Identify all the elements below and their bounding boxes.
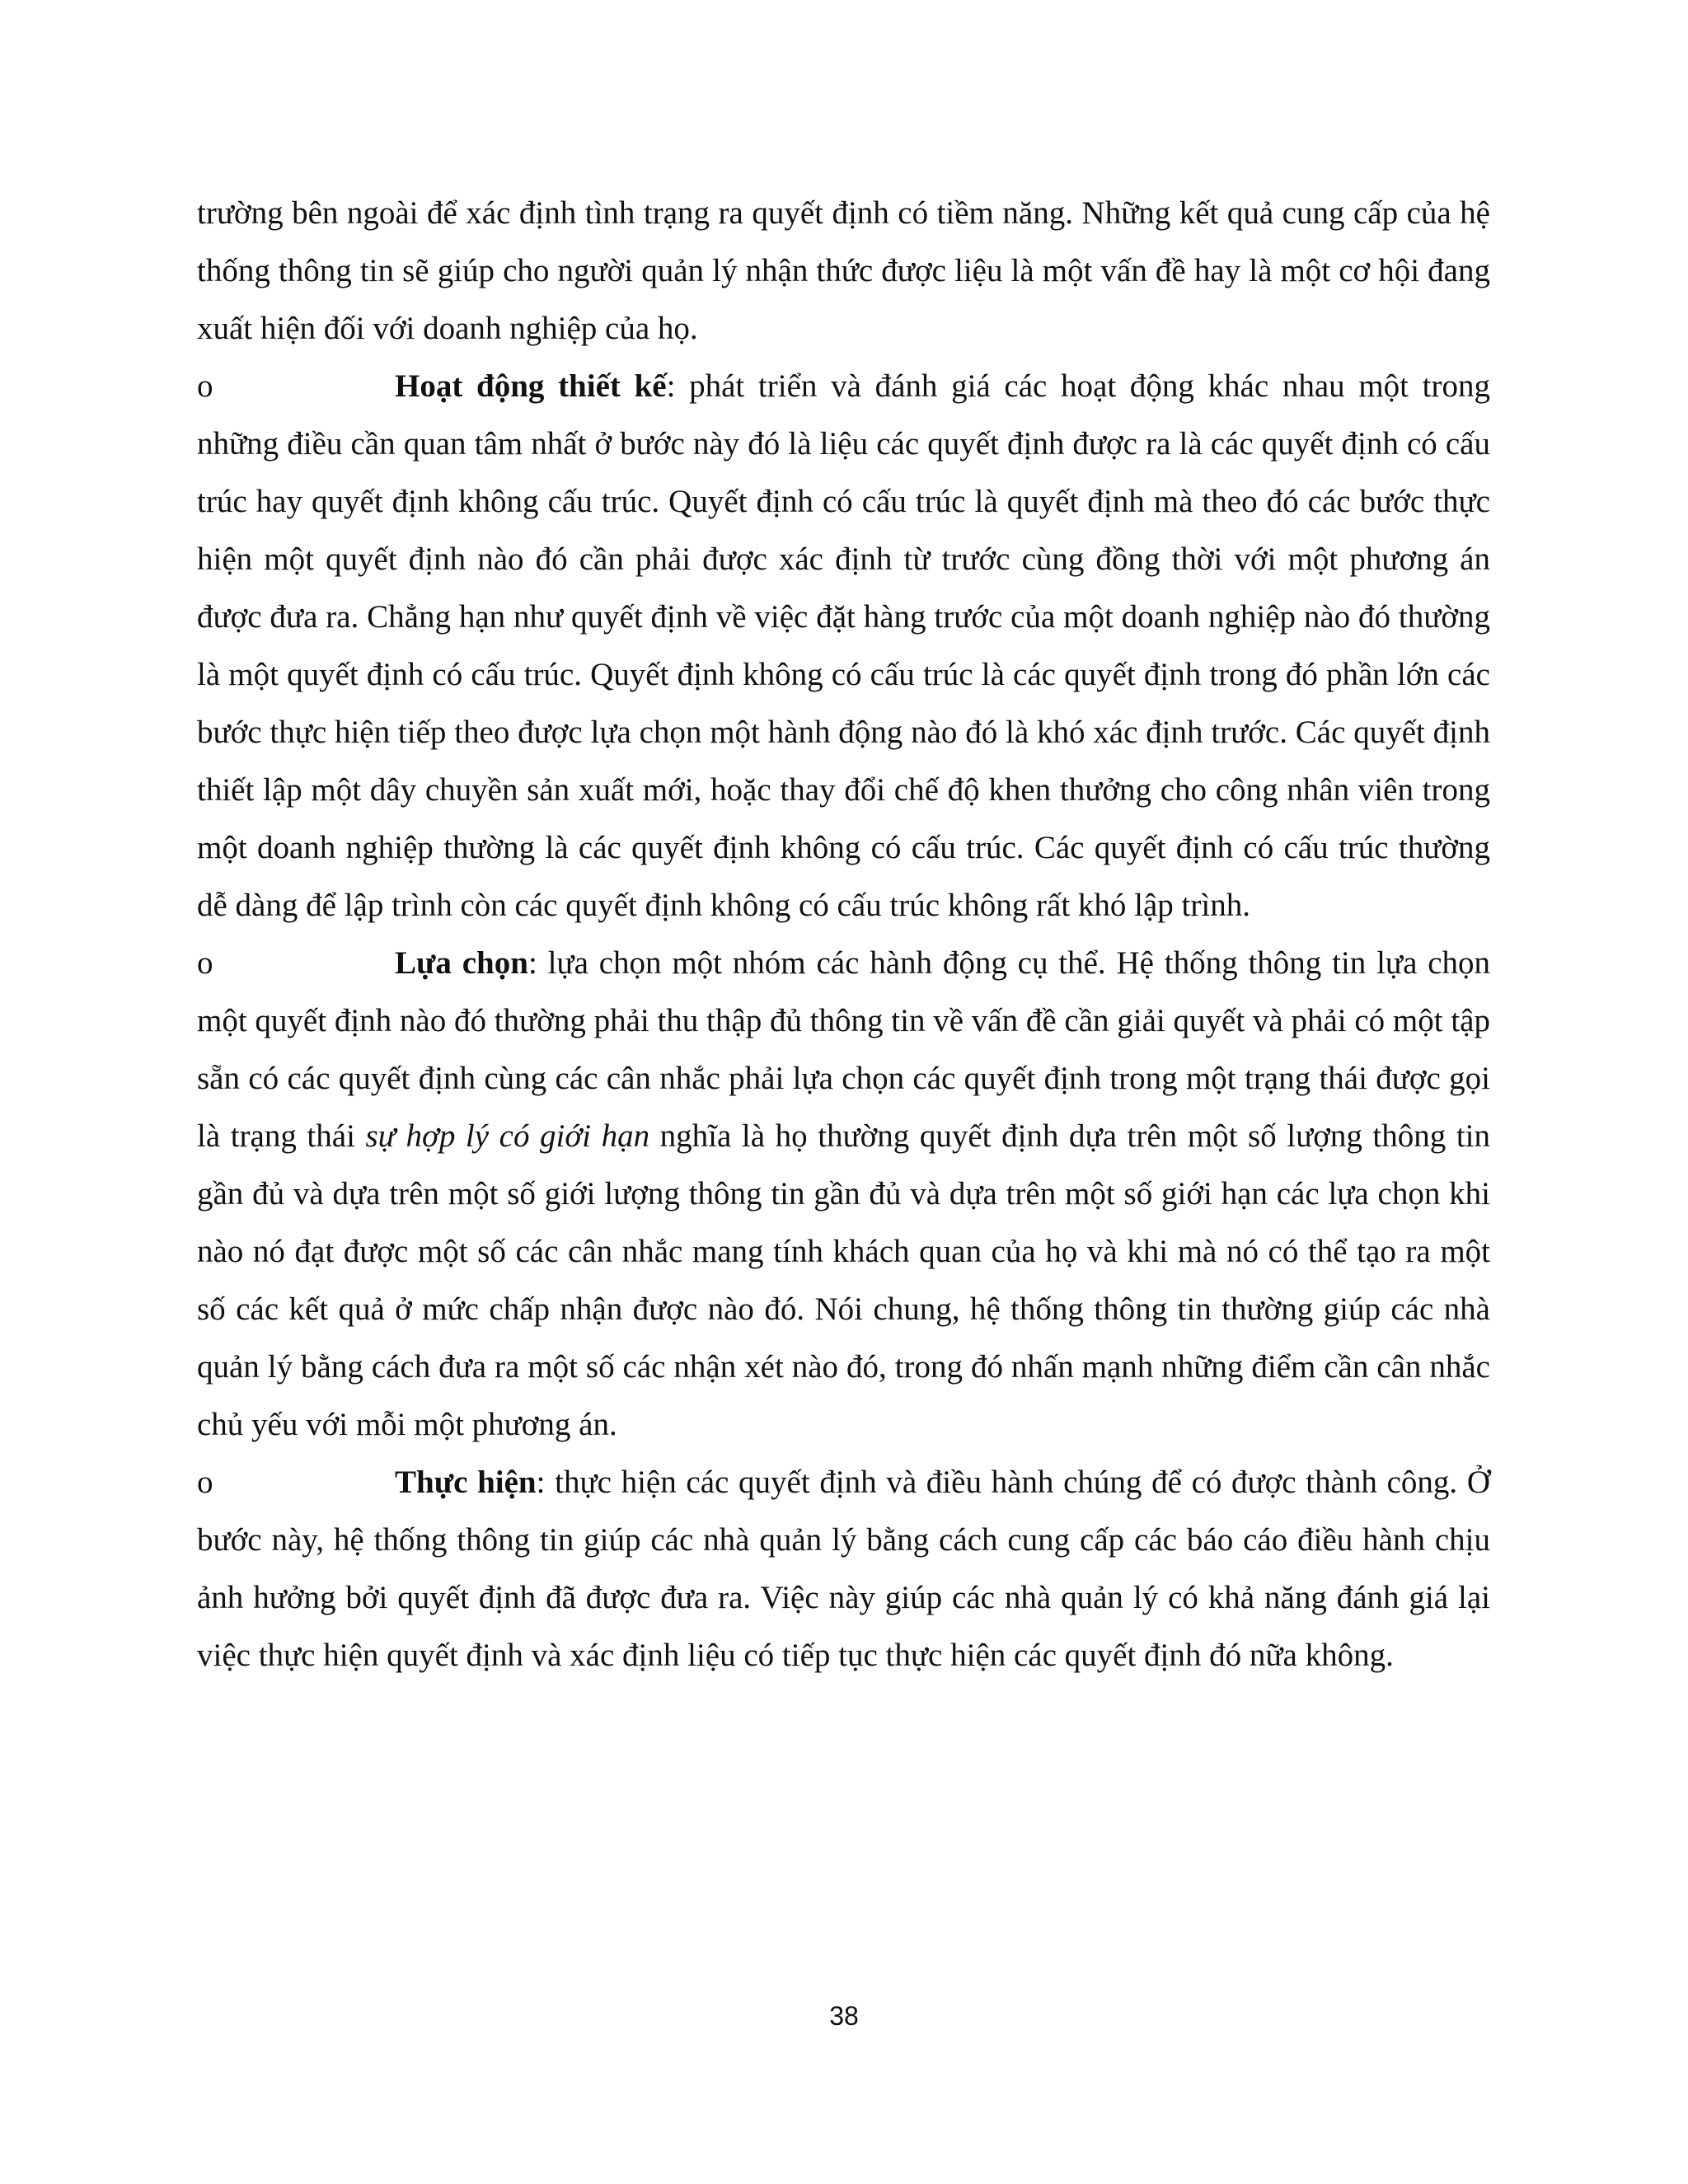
item-body: : phát triển và đánh giá các hoạt động khác nhau một trong những điều cần quan tâm nhất ở bước này đó là liệu các quyết định được ra là các quyết định có cấu trúc hay quyết định không cấu trúc. Quyết định có cấu trúc là quyết định mà theo đó các bước thực hiện một quyết định nào đó cần phải được xác định từ trước cùng đồng thời với một phương án được đưa ra. Chẳng hạn như quyết định về việc đặt hàng trước của một doanh nghiệp nào đó thường là một quyết định có cấu trúc. Quyết định không có cấu trúc là các quyết định trong đó phần lớn các bước thực hiện tiếp theo được lựa chọn một hành động nào đó là khó xác định trước. Các quyết định thiết lập một dây chuyền sản xuất mới, hoặc thay đổi chế độ khen thưởng cho công nhân viên trong một doanh nghiệp thường là các quyết định không có cấu trúc. Các quyết định có cấu trúc thường dễ dàng để lập trình còn các quyết định không có cấu trúc không rất khó lập trình. — [197, 368, 1491, 923]
body-text — [197, 185, 1490, 1685]
list-item-design — [197, 358, 1490, 935]
term-heading: Thực hiện — [395, 1465, 537, 1500]
item-body: : lựa chọn một nhóm các hành động cụ thể. Hệ thống thông tin lựa chọn một quyết định nào đó thường phải thu thập đủ thông tin về vấn đề cần giải quyết và phải có một tập sẵn có các quyết định cùng các cân nhắc phải lựa chọn các quyết định trong một trạng thái được gọi là trạng thái — [197, 945, 1491, 1154]
item-body-continued: nghĩa là họ thường quyết định dựa trên một số lượng thông tin gần đủ và dựa trên một số giới lượng thông tin gần đủ và dựa trên một số giới hạn các lựa chọn khi nào nó đạt được một số các cân nhắc mang tính khách quan của họ và khi mà nó có thể tạo ra một số các kết quả ở mức chấp nhận được nào đó. Nói chung, hệ thống thông tin thường giúp các nhà quản lý bằng cách đưa ra một số các nhận xét nào đó, trong đó nhấn mạnh những điểm cần cân nhắc chủ yếu với mỗi một phương án. — [197, 1118, 1491, 1442]
list-item-text — [197, 935, 1490, 1454]
bullet-marker: o — [197, 945, 213, 981]
item-body: : thực hiện các quyết định và điều hành chúng để có được thành công. Ở bước này, hệ thống thông tin giúp các nhà quản lý bằng cách cung cấp các báo cáo điều hành chịu ảnh hưởng bởi quyết định đã được đưa ra. Việc này giúp các nhà quản lý có khả năng đánh giá lại việc thực hiện quyết định và xác định liệu có tiếp tục thực hiện các quyết định đó nữa không. — [197, 1465, 1491, 1673]
list-item-implementation — [197, 1454, 1490, 1685]
list-item-text — [197, 1454, 1490, 1685]
term-heading: Lựa chọn — [395, 945, 528, 981]
italic-phrase: sự hợp lý có giới hạn — [365, 1118, 650, 1154]
bullet-marker: o — [197, 1465, 213, 1500]
list-item-choice — [197, 935, 1490, 1454]
bullet-marker: o — [197, 368, 213, 404]
page-number: 38 — [829, 2001, 859, 2031]
list-item-text — [197, 358, 1490, 935]
term-heading: Hoạt động thiết kế — [395, 368, 667, 404]
intro-paragraph: trường bên ngoài để xác định tình trạng ra quyết định có tiềm năng. Những kết quả cung cấp của hệ thống thông tin sẽ giúp cho người quản lý nhận thức được liệu là một vấn đề hay là một cơ hội đang xuất hiện đối với doanh nghiệp của họ. — [197, 195, 1490, 346]
